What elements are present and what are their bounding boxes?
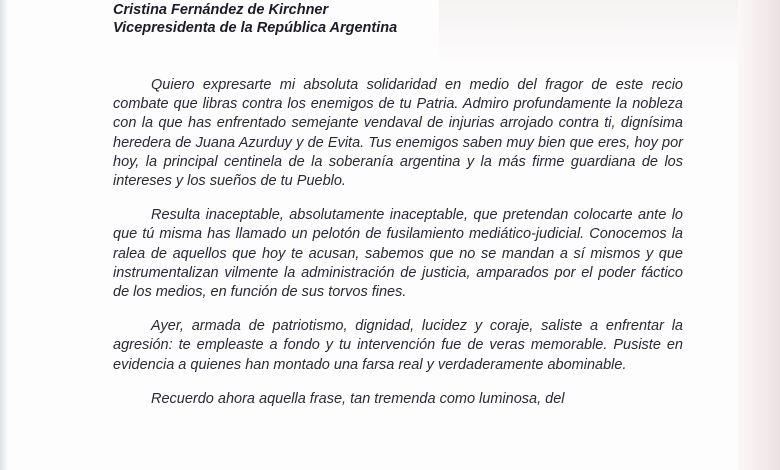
paragraph-1: Quiero expresarte mi absoluta solidaridad en medio del fragor de este recio combate que libras contra los enemigos de tu Patria. Admiro profundamente la nobleza con la que has enfrentado semejante vendaval de injurias arrojado contra ti, dignísima heredera de Juana Azurduy y de Evita. Tus enemigos saben muy bien que eres, hoy por hoy, la principal centinela de la soberanía argentina y la más firme guardiana de los intereses y los sueños de tu Pueblo. <box>113 77 683 190</box>
letter-body <box>113 76 683 424</box>
scan-right-edge <box>738 0 780 470</box>
recipient-title: Vicepresidenta de la República Argentina <box>113 20 398 36</box>
letter-header <box>113 1 673 37</box>
paragraph-2: Resulta inaceptable, absolutamente inaceptable, que pretendan colocarte ante lo que tú misma has llamado un pelotón de fusilamiento mediático-judicial. Conocemos la ralea de aquellos que hoy te acusan, sabemos que no se mandan a sí mismos y que instrumentalizan vilmente la administración de justicia, amparados por el poder fáctico de los medios, en función de sus torvos fines. <box>113 207 683 301</box>
paragraph-4: Recuerdo ahora aquella frase, tan tremenda como luminosa, del <box>151 390 565 407</box>
recipient-name: Cristina Fernández de Kirchner <box>113 2 329 18</box>
paragraph-3: Ayer, armada de patriotismo, dignidad, lucidez y coraje, saliste a enfrentar la agresión: te empleaste a fondo y tu intervención fue de veras memorable. Pusiste en evidencia a quienes han montado una farsa real y verdaderamente abominable. <box>113 318 683 373</box>
scan-left-edge <box>0 0 9 470</box>
